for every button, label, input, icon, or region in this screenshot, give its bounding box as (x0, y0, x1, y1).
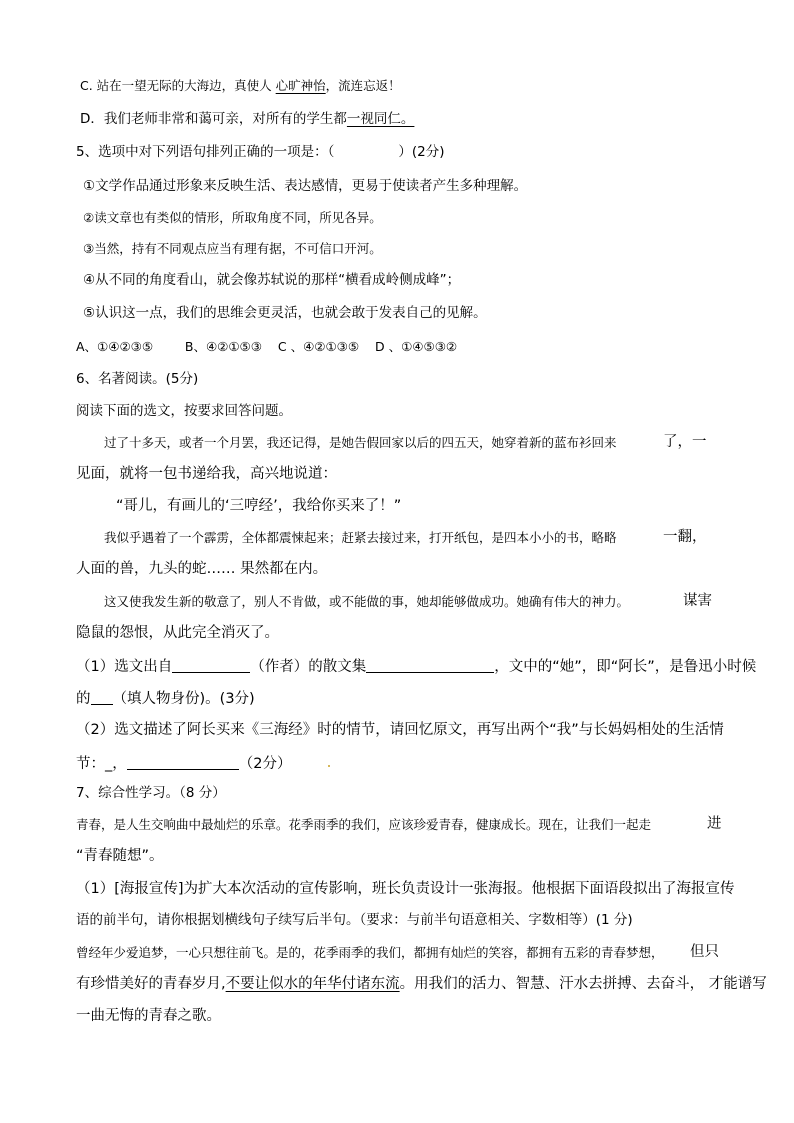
stray-dot (328, 765, 330, 767)
q7-para-underlined: 不要让似水的年华付诸东流 (225, 976, 400, 992)
q6-sub1-identity-blank[interactable] (91, 690, 113, 705)
q6-passage-p2-b: 一翻， (663, 529, 707, 545)
q5-sentence-3: ③当然，持有不同观点应当有理有据，不可信口开河。 (83, 241, 382, 256)
q6-sub1-author-blank[interactable] (172, 658, 250, 673)
q7-title: 7、综合性学习。（8 分） (76, 785, 226, 801)
option-c-underlined: 心旷神怡 (275, 78, 326, 93)
q7-intro-c: “青春随想”。 (76, 848, 164, 864)
q6-passage-p2-a: 我似乎遇着了一个霹雳，全体都震悚起来；赶紧去接过来，打开纸包，是四本小小的书，略略 (104, 530, 617, 545)
q6-passage-p1-b: 了，一 (663, 434, 707, 450)
option-c-suffix: ，流连忘返！ (325, 78, 401, 93)
q5-stem (76, 146, 444, 160)
q6-sub2-text-c: （2分） (238, 756, 292, 772)
q7-sub1-line2: 语的前半句，请你根据划横线句子续写后半句。（要求：与前半句语意相关、字数相等）(1 分) (76, 912, 633, 928)
q5-sentence-4: ④从不同的角度看山，就会像苏轼说的那样“横看成岭侧成峰”； (83, 272, 461, 288)
q6-sub1-text-e: （填人物身份)。(3分) (112, 691, 255, 707)
q6-sub2-line2 (76, 755, 291, 772)
q6-sub1-text-b: （作者）的散文集 (250, 659, 367, 675)
q7-intro-b: 进 (707, 816, 722, 832)
q6-sub1-collection-blank[interactable] (366, 658, 494, 673)
q6-sub1-line2 (76, 690, 255, 707)
q6-sub2-blank[interactable] (127, 755, 239, 770)
q7-para-line2 (76, 977, 767, 992)
q6-passage-p3-a: 这又使我发生新的敬意了，别人不肯做，或不能做的事，她却能够做成功。她确有伟大的神力。 (104, 594, 630, 609)
q5-stem-score: ）(2分) (398, 144, 445, 160)
q7-para-line1: 曾经年少爱追梦，一心只想往前飞。是的，花季雨季的我们，都拥有灿烂的笑容，都拥有五彩的青春梦想， (76, 945, 664, 960)
q7-para-text-c: 有珍惜美好的青春岁月, (76, 976, 226, 992)
q7-para-text-d: 。用我们的活力、智慧、汗水去拼搏、去奋斗， 才能谱写 (399, 976, 767, 992)
q6-sub1-text-a: （1）选文出自 (76, 659, 173, 675)
q6-passage-p3-c: 隐鼠的怨恨，从此完全消灭了。 (76, 625, 279, 641)
q6-sub1-text-d: 的 (76, 691, 91, 707)
q5-sentence-1: ①文学作品通过形象来反映生活、表达感情，更易于使读者产生多种理解。 (83, 178, 528, 194)
q6-passage-p1-a: 过了十多天，或者一个月罢，我还记得，是她告假回家以后的四五天，她穿着新的蓝布衫回来 (104, 435, 617, 450)
q6-instruction: 阅读下面的选文，按要求回答问题。 (76, 403, 292, 419)
q6-sub1-line1 (76, 658, 756, 675)
option-d-underlined: 一视同仁。 (346, 111, 415, 127)
q5-sentence-5: ⑤认识这一点，我们的思维会更灵活，也就会敢于发表自己的见解。 (83, 305, 487, 321)
q5-stem-text: 5、选项中对下列语句排列正确的一项是：（ (76, 144, 335, 160)
option-c-text: C. 站在一望无际的大海边，真使人 (80, 78, 276, 93)
q6-sub2-line1: （2）选文描述了阿长买来《三海经》时的情节，请回忆原文，再写出两个“我”与长妈妈相处的生活情 (76, 722, 724, 738)
option-c (80, 80, 401, 93)
q7-sub1-line1: （1）[海报宣传]为扩大本次活动的宣传影响，班长负责设计一张海报。他根据下面语段拟出了海报宣传 (76, 881, 735, 897)
q6-passage-p1-c: 见面，就将一包书递给我，高兴地说道： (76, 466, 337, 482)
q6-passage-quote: “哥儿，有画儿的‘三哼经’，我给你买来了！” (116, 498, 402, 514)
q6-sub2-text-b: 节：_， (76, 756, 127, 772)
option-d (80, 113, 414, 127)
q6-passage-p2-c: 人面的兽，九头的蛇…… 果然都在内。 (76, 561, 328, 577)
q7-intro-a: 青春，是人生交响曲中最灿烂的乐章。花季雨季的我们，应该珍爱青春，健康成长。现在，让我们一起走 (76, 817, 652, 832)
q6-title: 6、名著阅读。(5分) (76, 371, 199, 387)
option-d-text: D．我们老师非常和蔼可亲，对所有的学生都 (80, 111, 347, 127)
q5-sentence-2: ②读文章也有类似的情形，所取角度不同，所见各异。 (83, 210, 382, 225)
q6-sub1-text-c: ，文中的“她”，即“阿长”，是鲁迅小时候 (494, 659, 757, 675)
q7-para-line3: 一曲无悔的青春之歌。 (76, 1008, 221, 1024)
q7-para-line1-end: 但只 (690, 944, 719, 960)
q5-options: A、①④②③⑤ B、④②①⑤③ C 、④②①③⑤ D 、①④⑤③② (76, 339, 458, 354)
q6-passage-p3-b: 谋害 (683, 593, 712, 609)
